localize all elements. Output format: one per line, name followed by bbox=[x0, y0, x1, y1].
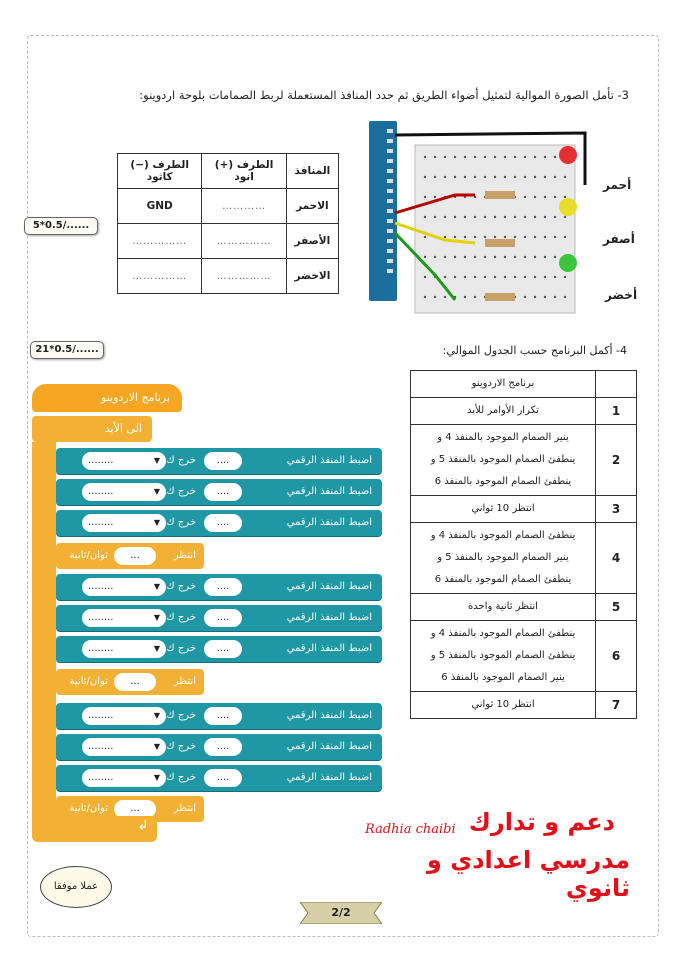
forever-block-end bbox=[32, 816, 157, 842]
step-number: 3 bbox=[596, 496, 637, 523]
state-dropdown[interactable]: ........ ▼ bbox=[82, 514, 166, 532]
set-pin-block[interactable] bbox=[56, 636, 382, 662]
table-corner bbox=[596, 371, 637, 398]
step-number: 1 bbox=[596, 398, 637, 425]
label-red: أحمر bbox=[603, 178, 632, 192]
output-label: خرج ك bbox=[166, 581, 196, 592]
pin-table bbox=[117, 153, 339, 294]
wait-label: انتظر bbox=[173, 550, 196, 561]
set-pin-block[interactable] bbox=[56, 734, 382, 760]
yellow-cathode-blank[interactable]: …………… bbox=[118, 224, 202, 259]
pin-value-input[interactable]: .... bbox=[204, 514, 242, 532]
step-line: ينطفئ الصمام الموجود بالمنفذ 4 و bbox=[430, 628, 576, 639]
wait-block[interactable] bbox=[56, 543, 204, 569]
row-label-yellow: الأصفر bbox=[286, 224, 338, 259]
set-pin-label: اضبط المنفذ الرقمي bbox=[286, 710, 372, 721]
page-number bbox=[300, 902, 382, 924]
pin-value-input[interactable]: .... bbox=[204, 578, 242, 596]
chevron-down-icon: ▼ bbox=[153, 456, 160, 465]
pin-value-input[interactable]: .... bbox=[204, 609, 242, 627]
set-pin-block[interactable] bbox=[56, 448, 382, 474]
set-pin-block[interactable] bbox=[56, 605, 382, 631]
set-pin-block[interactable] bbox=[56, 479, 382, 505]
set-pin-label: اضبط المنفذ الرقمي bbox=[286, 581, 372, 592]
set-pin-label: اضبط المنفذ الرقمي bbox=[286, 486, 372, 497]
row-label-green: الاخضر bbox=[286, 259, 338, 294]
output-label: خرج ك bbox=[166, 741, 196, 752]
green-anode-blank[interactable]: …………… bbox=[202, 259, 286, 294]
set-pin-label: اضبط المنفذ الرقمي bbox=[286, 517, 372, 528]
wait-unit-label: ثوان/ثانية bbox=[69, 803, 108, 814]
state-dropdown[interactable]: ........ ▼ bbox=[82, 738, 166, 756]
wait-unit-label: ثوان/ثانية bbox=[69, 550, 108, 561]
chevron-down-icon: ▼ bbox=[153, 613, 160, 622]
program-table bbox=[410, 370, 637, 719]
chevron-down-icon: ▼ bbox=[153, 773, 160, 782]
output-label: خرج ك bbox=[166, 517, 196, 528]
output-label: خرج ك bbox=[166, 612, 196, 623]
header-cathode: الطرف (−) كاثود bbox=[118, 154, 202, 189]
state-dropdown[interactable]: ........ ▼ bbox=[82, 578, 166, 596]
pin-value-input[interactable]: .... bbox=[204, 483, 242, 501]
step-line: ينطفئ الصمام الموجود بالمنفذ 4 و bbox=[430, 530, 576, 541]
forever-block-spine bbox=[32, 442, 56, 822]
score-box-q3: 5*0.5/...... bbox=[24, 217, 98, 235]
step-number: 5 bbox=[596, 594, 637, 621]
promo-line-2: مدرسي اعدادي و ثانوي bbox=[426, 846, 630, 902]
program-header: برنامج الاردوينو bbox=[411, 371, 596, 398]
step-line: تكرار الأوامر للأبد bbox=[467, 405, 539, 416]
output-label: خرج ك bbox=[166, 455, 196, 466]
step-line: انتظر ثانية واحدة bbox=[468, 601, 538, 612]
header-ports: المنافذ bbox=[286, 154, 338, 189]
table-row bbox=[411, 425, 637, 496]
chevron-down-icon: ▼ bbox=[153, 487, 160, 496]
pin-value-input[interactable]: .... bbox=[204, 452, 242, 470]
step-number: 4 bbox=[596, 523, 637, 594]
table-row bbox=[411, 621, 637, 692]
pin-value-input[interactable]: .... bbox=[204, 738, 242, 756]
state-dropdown[interactable]: ........ ▼ bbox=[82, 483, 166, 501]
chevron-down-icon: ▼ bbox=[153, 518, 160, 527]
green-cathode-blank[interactable]: …………… bbox=[118, 259, 202, 294]
wait-label: انتظر bbox=[173, 676, 196, 687]
step-line: انتظر 10 ثواني bbox=[471, 699, 535, 710]
output-label: خرج ك bbox=[166, 710, 196, 721]
state-dropdown[interactable]: ........ ▼ bbox=[82, 452, 166, 470]
label-yellow: أصفر bbox=[603, 232, 635, 246]
promo-line-1: دعم و تدارك bbox=[468, 808, 615, 836]
breadboard-svg bbox=[365, 115, 615, 315]
state-dropdown[interactable]: ........ ▼ bbox=[82, 769, 166, 787]
pin-value-input[interactable]: .... bbox=[204, 707, 242, 725]
output-label: خرج ك bbox=[166, 643, 196, 654]
set-pin-block[interactable] bbox=[56, 574, 382, 600]
step-number: 7 bbox=[596, 692, 637, 719]
chevron-down-icon: ▼ bbox=[153, 742, 160, 751]
step-number: 6 bbox=[596, 621, 637, 692]
loop-arrow-icon: ↲ bbox=[137, 818, 149, 834]
step-line: ينطفئ الصمام الموجود بالمنفذ 5 و bbox=[430, 454, 576, 465]
wait-value-input[interactable]: ... bbox=[114, 673, 156, 691]
set-pin-label: اضبط المنفذ الرقمي bbox=[286, 643, 372, 654]
block-program bbox=[32, 378, 387, 848]
set-pin-block[interactable] bbox=[56, 765, 382, 791]
state-dropdown[interactable]: ........ ▼ bbox=[82, 640, 166, 658]
set-pin-label: اضبط المنفذ الرقمي bbox=[286, 741, 372, 752]
signature: Radhia chaibi bbox=[365, 822, 456, 837]
page-number-text: 2/2 bbox=[331, 906, 351, 919]
arduino-breadboard-illustration bbox=[365, 115, 615, 315]
step-number: 2 bbox=[596, 425, 637, 496]
step-line: ينطفئ الصمام الموجود بالمنفذ 6 bbox=[434, 574, 572, 585]
output-label: خرج ك bbox=[166, 772, 196, 783]
wait-label: انتظر bbox=[173, 803, 196, 814]
wait-block[interactable] bbox=[56, 669, 204, 695]
chevron-down-icon: ▼ bbox=[153, 582, 160, 591]
table-row bbox=[411, 398, 637, 425]
label-green: أخضر bbox=[605, 288, 638, 302]
set-pin-label: اضبط المنفذ الرقمي bbox=[286, 455, 372, 466]
table-row bbox=[411, 594, 637, 621]
question-3-text: 3- تأمل الصورة الموالية لتمثيل أضواء الطريق ثم حدد المنافذ المستعملة لربط الصمامات بلوحة اردوينو: bbox=[139, 88, 629, 102]
table-row bbox=[411, 523, 637, 594]
set-pin-label: اضبط المنفذ الرقمي bbox=[286, 612, 372, 623]
step-line: ينطفئ الصمام الموجود بالمنفذ 6 bbox=[434, 476, 572, 487]
state-dropdown[interactable]: ........ ▼ bbox=[82, 707, 166, 725]
score-box-q4: 21*0.5/...... bbox=[30, 341, 104, 359]
pin-value-input[interactable]: .... bbox=[204, 769, 242, 787]
set-pin-label: اضبط المنفذ الرقمي bbox=[286, 772, 372, 783]
table-row bbox=[411, 692, 637, 719]
good-luck-badge: عملا موفقا bbox=[40, 866, 112, 908]
wait-value-input[interactable]: ... bbox=[114, 800, 156, 818]
set-pin-block[interactable] bbox=[56, 703, 382, 729]
table-row bbox=[411, 496, 637, 523]
red-cathode: GND bbox=[118, 189, 202, 224]
chevron-down-icon: ▼ bbox=[153, 644, 160, 653]
step-line: ينير الصمام الموجود بالمنفذ 4 و bbox=[437, 432, 569, 443]
step-line: انتظر 10 ثواني bbox=[471, 503, 535, 514]
wait-unit-label: ثوان/ثانية bbox=[69, 676, 108, 687]
program-hat-block[interactable]: برنامج الاردوينو bbox=[32, 384, 182, 412]
pin-value-input[interactable]: .... bbox=[204, 640, 242, 658]
header-anode: الطرف (+) انود bbox=[202, 154, 286, 189]
row-label-red: الاحمر bbox=[286, 189, 338, 224]
forever-block[interactable]: الى الأبد bbox=[32, 416, 152, 442]
state-dropdown[interactable]: ........ ▼ bbox=[82, 609, 166, 627]
step-line: ينير الصمام الموجود بالمنفذ 6 bbox=[441, 672, 565, 683]
step-line: ينطفئ الصمام الموجود بالمنفذ 5 و bbox=[430, 650, 576, 661]
question-4-text: 4- أكمل البرنامج حسب الجدول الموالي: bbox=[442, 344, 627, 357]
output-label: خرج ك bbox=[166, 486, 196, 497]
red-anode-blank[interactable]: ………… bbox=[202, 189, 286, 224]
yellow-anode-blank[interactable]: …………… bbox=[202, 224, 286, 259]
chevron-down-icon: ▼ bbox=[153, 711, 160, 720]
set-pin-block[interactable] bbox=[56, 510, 382, 536]
step-line: ينير الصمام الموجود بالمنفذ 5 و bbox=[437, 552, 569, 563]
wait-value-input[interactable]: ... bbox=[114, 547, 156, 565]
